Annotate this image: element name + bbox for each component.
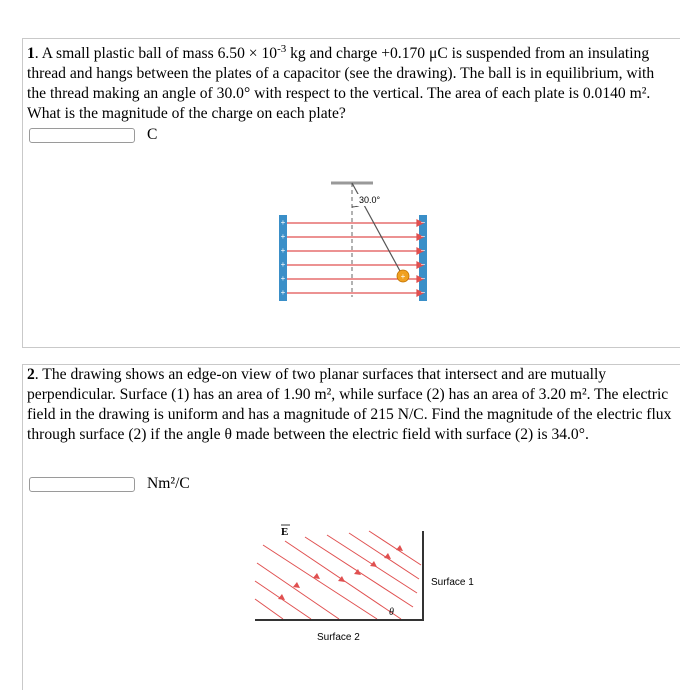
field-label: E: [281, 526, 289, 538]
svg-text:−: −: [420, 260, 426, 269]
surface-1-label: Surface 1: [431, 577, 474, 588]
ball-sign: +: [400, 272, 406, 281]
problem-1-number: 1: [27, 45, 35, 63]
right-plate-sign: −: [420, 218, 426, 227]
problem-2-text: 2. The drawing shows an edge-on view of two planar surfaces that intersect and are mutually perpendicular. Surface (1) has an area of 1.90 m², while surface (2) has an area of 3.20 m². The electric field in the drawing is uniform and has a magnitude of 215 N/C. Find the magnitude of the electric flux through surface (2) if the angle θ made between the electric field with surface (2) is 34.0°.: [27, 366, 672, 443]
svg-text:−: −: [420, 246, 426, 255]
theta-label: θ: [389, 607, 394, 618]
problem-2-answer-row: [29, 475, 190, 493]
problem-2-unit: Nm²/C: [147, 475, 190, 492]
field-arrowheads: [278, 545, 403, 600]
left-plate-sign: +: [280, 218, 286, 227]
surface-2-label: Surface 2: [317, 632, 360, 643]
svg-text:−: −: [420, 232, 426, 241]
svg-text:+: +: [280, 288, 286, 297]
angle-label: 30.0°: [359, 195, 381, 205]
problem-1-answer-input[interactable]: [29, 128, 135, 143]
flux-figure: [245, 523, 495, 653]
problem-2: [22, 364, 680, 690]
svg-text:−: −: [420, 288, 426, 297]
field-lines: [287, 220, 423, 296]
svg-text:+: +: [280, 246, 286, 255]
svg-text:+: +: [280, 232, 286, 241]
problem-1-unit: C: [147, 126, 158, 143]
electric-field-lines: [255, 531, 421, 619]
capacitor-figure: [261, 177, 441, 307]
problem-2-number: 2: [27, 366, 35, 383]
svg-text:+: +: [280, 274, 286, 283]
problem-1-answer-row: [29, 126, 157, 144]
svg-text:+: +: [280, 260, 286, 269]
problem-1: [22, 38, 680, 348]
problem-1-text: 1. A small plastic ball of mass $6.50 \times 10^{-3}$ kg and charge +0.170 μC is suspended from an insulating thread and hangs between the plates of a capacitor (see the drawing). The ball is in equilibrium, with the thread making an angle of 30.0° with respect to the vertical. The area of each plate is 0.0140 m². What is the magnitude of the charge on each plate?: [27, 43, 655, 123]
problem-2-answer-input[interactable]: [29, 477, 135, 492]
svg-text:−: −: [420, 274, 426, 283]
